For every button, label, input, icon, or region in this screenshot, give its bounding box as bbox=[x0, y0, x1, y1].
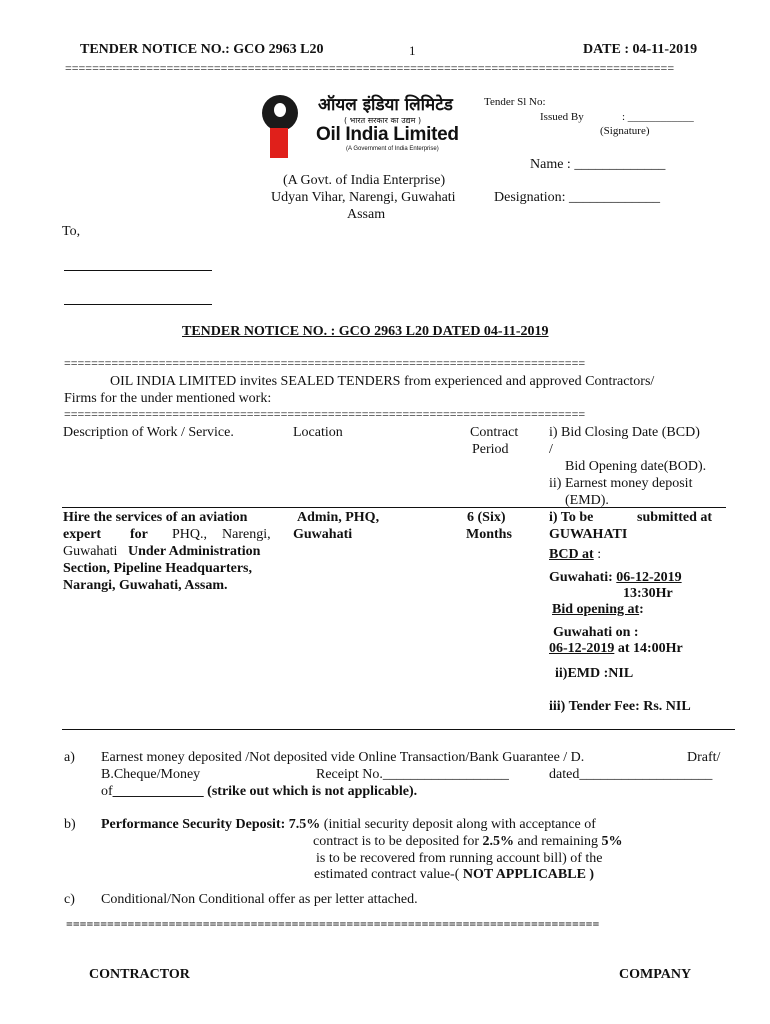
desc-line-2c: PHQ., bbox=[172, 527, 208, 542]
clause-b-line-4a: estimated contract value-( bbox=[314, 867, 463, 882]
clause-b-line-4b: NOT APPLICABLE ) bbox=[462, 867, 595, 882]
recipient-line-1 bbox=[64, 270, 212, 271]
desc-line-2d: Narengi, bbox=[222, 527, 271, 542]
clause-a-line-2a: B.Cheque/Money bbox=[101, 767, 201, 782]
bid-submit-b: submitted at bbox=[637, 510, 713, 525]
clause-c-marker: c) bbox=[64, 892, 75, 907]
desc-line-5: Narangi, Guwahati, Assam. bbox=[63, 578, 228, 593]
address-line-2: Udyan Vihar, Narengi, Guwahati bbox=[271, 190, 456, 205]
table-header-rule bbox=[62, 507, 726, 508]
bcd-colon: : bbox=[593, 547, 602, 562]
issued-by-field: : ____________ bbox=[622, 111, 694, 123]
bcd-time: 13:30Hr bbox=[623, 586, 673, 601]
clause-b-pct-3: 5% bbox=[601, 834, 623, 849]
bod-label: Bid opening at bbox=[552, 602, 640, 617]
clause-b-pct-2: 2.5% bbox=[482, 834, 515, 849]
bcd-date: 06-12-2019 bbox=[616, 570, 682, 585]
clause-b-pct-1: 7.5% bbox=[285, 817, 321, 832]
name-field: Name : _____________ bbox=[530, 157, 666, 172]
intro-line-2: Firms for the under mentioned work: bbox=[64, 391, 272, 406]
notice-title: TENDER NOTICE NO. : GCO 2963 L20 DATED 04-11-2019 bbox=[182, 324, 549, 339]
signature-label: (Signature) bbox=[600, 125, 650, 137]
bod-colon: : bbox=[639, 602, 644, 617]
desc-line-1: Hire the services of an aviation bbox=[63, 510, 248, 525]
clause-a-line-3a: of bbox=[101, 784, 113, 799]
header-bid-line-3: Bid Opening date(BOD). bbox=[565, 459, 707, 474]
clause-a-line-3c: (strike out which is not applicable). bbox=[203, 784, 418, 799]
notice-separator-top: ============================================================================= bbox=[64, 357, 586, 369]
contract-period-unit: Months bbox=[466, 527, 512, 542]
tender-serial-label: Tender Sl No: bbox=[484, 96, 546, 108]
tender-fee-value: iii) Tender Fee: Rs. NIL bbox=[549, 699, 691, 714]
company-label: COMPANY bbox=[619, 967, 692, 982]
address-line-1: (A Govt. of India Enterprise) bbox=[283, 173, 446, 188]
oil-india-logo-icon bbox=[262, 95, 298, 131]
header-date: DATE : 04-11-2019 bbox=[583, 42, 698, 57]
intro-line-1: OIL INDIA LIMITED invites SEALED TENDERS from experienced and approved Contractors/ bbox=[110, 374, 655, 389]
desc-line-4: Section, Pipeline Headquarters, bbox=[63, 561, 252, 576]
desc-line-2b: for bbox=[130, 527, 148, 542]
clauses-separator: ============================================================================== bbox=[66, 918, 600, 930]
location-line-1: Admin, PHQ, bbox=[297, 510, 380, 525]
bcd-label: BCD at bbox=[549, 547, 594, 562]
clause-a-line-2b: Receipt No.__________________ bbox=[316, 767, 509, 782]
clause-b-marker: b) bbox=[64, 817, 76, 832]
clause-a-line-3b: _____________ bbox=[112, 784, 204, 799]
header-description: Description of Work / Service. bbox=[63, 425, 234, 440]
bod-date: 06-12-2019 bbox=[549, 641, 615, 656]
table-bottom-rule bbox=[62, 729, 735, 730]
to-label: To, bbox=[62, 224, 81, 239]
designation-field: Designation: _____________ bbox=[494, 190, 661, 205]
bid-submit-a: i) To be bbox=[549, 510, 594, 525]
header-bid-line-5: (EMD). bbox=[565, 493, 609, 508]
desc-line-2a: expert bbox=[63, 527, 102, 542]
desc-line-3a: Guwahati bbox=[63, 544, 118, 559]
clause-a-marker: a) bbox=[64, 750, 75, 765]
bid-place: GUWAHATI bbox=[549, 527, 628, 542]
recipient-line-2 bbox=[64, 304, 212, 305]
header-bid-line-4: ii) Earnest money deposit bbox=[549, 476, 693, 491]
clause-b-label: Performance Security Deposit: bbox=[101, 817, 286, 832]
logo-hindi-name: ऑयल इंडिया लिमिटेड bbox=[318, 95, 453, 115]
bod-time: at 14:00Hr bbox=[614, 641, 683, 656]
page-number: 1 bbox=[409, 43, 416, 58]
clause-b-line-2b: and remaining bbox=[514, 834, 602, 849]
clause-a-line-1: Earnest money deposited /Not deposited vide Online Transaction/Bank Guarantee / D. bbox=[101, 750, 585, 765]
bcd-city: Guwahati: bbox=[549, 570, 617, 585]
logo-sub-caption: (A Government of India Enterprise) bbox=[346, 146, 439, 152]
contract-period-value: 6 (Six) bbox=[467, 510, 506, 525]
header-period: Period bbox=[472, 442, 509, 457]
notice-separator-bottom: ============================================================================= bbox=[64, 408, 586, 420]
clause-b-line-2a: contract is to be deposited for bbox=[313, 834, 483, 849]
clause-b-line-1: (initial security deposit along with acceptance of bbox=[320, 817, 596, 832]
desc-line-3b: Under Administration bbox=[128, 544, 261, 559]
clause-b-line-3: is to be recovered from running account bill) of the bbox=[316, 851, 603, 866]
clause-a-line-2c: dated___________________ bbox=[549, 767, 713, 782]
address-line-3: Assam bbox=[347, 207, 386, 222]
header-location: Location bbox=[293, 425, 343, 440]
logo-english-name: Oil India Limited bbox=[316, 124, 459, 145]
location-line-2: Guwahati bbox=[293, 527, 353, 542]
logo-hindi-tagline: ( भारत सरकार का उद्यम ) bbox=[344, 116, 422, 125]
issued-by-label: Issued By bbox=[540, 111, 584, 123]
oil-india-logo-bar bbox=[270, 128, 288, 158]
clause-c-text: Conditional/Non Conditional offer as per letter attached. bbox=[101, 892, 418, 907]
header-contract: Contract bbox=[470, 425, 519, 440]
bod-city: Guwahati on : bbox=[553, 625, 639, 640]
header-bid-line-1: i) Bid Closing Date (BCD) bbox=[549, 425, 700, 440]
clause-a-line-1-end: Draft/ bbox=[687, 750, 721, 765]
header-bid-line-2: / bbox=[549, 442, 553, 457]
header-separator: ========================================================================================== bbox=[65, 62, 675, 74]
tender-notice-header: TENDER NOTICE NO.: GCO 2963 L20 bbox=[80, 42, 324, 57]
emd-value: ii)EMD :NIL bbox=[555, 666, 634, 681]
contractor-label: CONTRACTOR bbox=[89, 967, 190, 982]
